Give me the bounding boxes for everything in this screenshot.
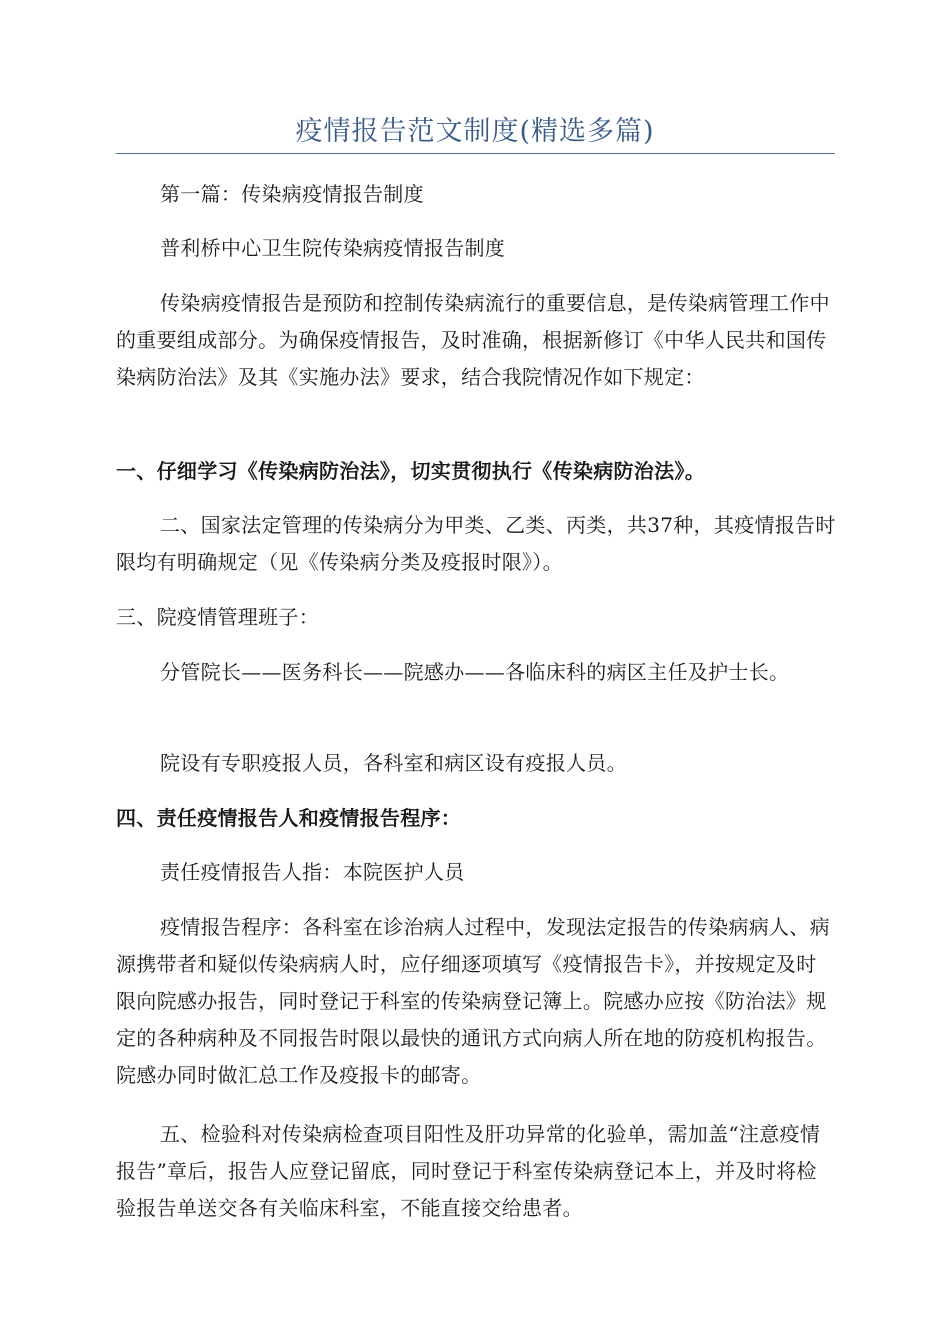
document-subtitle: 普利桥中心卫生院传染病疫情报告制度 <box>160 236 506 260</box>
intro-paragraph: 传染病疫情报告是预防和控制传染病流行的重要信息，是传染病管理工作中的重要组成部分。为确保疫情报告，及时准确，根据新修订《中华人民共和国传染病防治法》及其《实施办法》要求，结合我院情况作如下规定： <box>116 291 830 389</box>
rule-three-heading: 三、院疫情管理班子： <box>116 605 319 629</box>
document-title: 疫情报告范文制度(精选多篇) <box>295 116 655 147</box>
rule-one-heading: 一、仔细学习《传染病防治法》，切实贯彻执行《传染病防治法》。 <box>116 459 705 483</box>
title-underline <box>116 153 835 154</box>
section-heading-part-one: 第一篇：传染病疫情报告制度 <box>160 182 424 206</box>
reporting-procedure-paragraph: 疫情报告程序：各科室在诊治病人过程中，发现法定报告的传染病病人、病源携带者和疑似传染病病人时，应仔细逐项填写《疫情报告卡》，并按规定及时限向院感办报告，同时登记于科室的传染病登记簿上。院感办应按《防治法》规定的各种病种及不同报告时限以最快的通讯方式向病人所在地的防疫机构报告。院感办同时做汇总工作及疫报卡的邮寄。 <box>116 915 830 1087</box>
reporter-definition-paragraph: 责任疫情报告人指：本院医护人员 <box>160 860 465 884</box>
rule-two-paragraph: 二、国家法定管理的传染病分为甲类、乙类、丙类，共37种，其疫情报告时限均有明确规定（见《传染病分类及疫报时限》）。 <box>116 513 836 574</box>
rule-four-heading: 四、责任疫情报告人和疫情报告程序： <box>116 806 462 830</box>
rule-five-paragraph: 五、检验科对传染病检查项目阳性及肝功异常的化验单，需加盖“注意疫情报告”章后，报告人应登记留底，同时登记于科室传染病登记本上，并及时将检验报告单送交各有关临床科室，不能直接交给患者。 <box>116 1122 821 1220</box>
management-chain-paragraph: 分管院长——医务科长——院感办——各临床科的病区主任及护士长。 <box>160 660 790 684</box>
reporting-staff-paragraph: 院设有专职疫报人员，各科室和病区设有疫报人员。 <box>160 751 627 775</box>
